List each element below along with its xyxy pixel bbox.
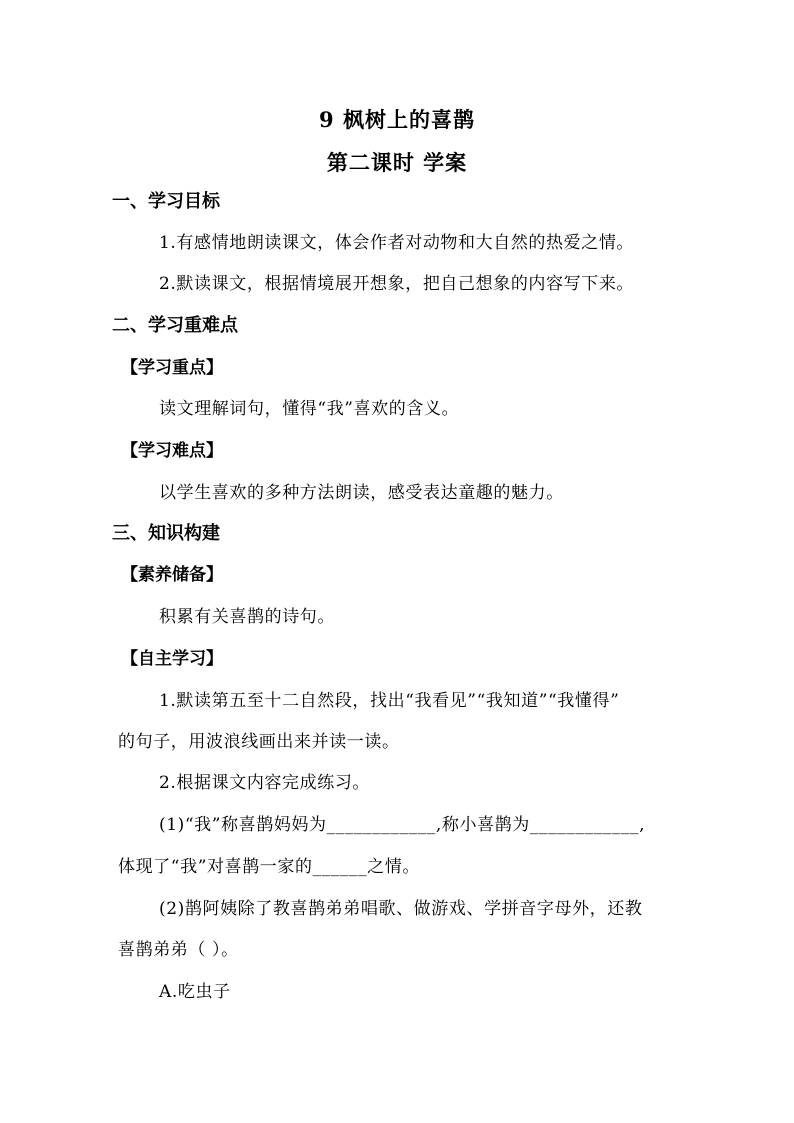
- goal-item-2: 2.默读课文，根据情境展开想象，把自己想象的内容写下来。: [159, 274, 635, 294]
- section-heading-key-points: 二、学习重难点: [112, 315, 238, 336]
- goal-item-1: 1.有感情地朗读课文，体会作者对动物和大自然的热爱之情。: [159, 233, 635, 253]
- question-2-1-line-2: 体现了“我”对喜鹊一家的______之情。: [118, 857, 420, 877]
- lesson-subtitle: 第二课时 学案: [326, 150, 468, 175]
- question-2-1-line-1: (1)“我”称喜鹊妈妈为____________,称小喜鹊为____________,: [159, 815, 646, 835]
- question-2-2-line-1: (2)鹊阿姨除了教喜鹊弟弟唱歌、做游戏、学拼音字母外，还教: [159, 899, 643, 919]
- section-heading-knowledge: 三、知识构建: [112, 523, 220, 544]
- question-2: 2.根据课文内容完成练习。: [159, 773, 371, 793]
- difficulty-text: 以学生喜欢的多种方法朗读，感受表达童趣的魅力。: [159, 483, 564, 503]
- section-heading-goals: 一、学习目标: [112, 191, 220, 212]
- question-1-line-1: 1.默读第五至十二自然段，找出“我看见”“我知道”“我懂得”: [159, 691, 620, 711]
- self-study-label: 【自主学习】: [121, 649, 223, 669]
- question-1-line-2: 的句子，用波浪线画出来并读一读。: [118, 732, 400, 752]
- lesson-title: 9 枫树上的喜鹊: [319, 107, 475, 132]
- question-2-2-line-2: 喜鹊弟弟（ ）。: [118, 940, 239, 960]
- option-a: A.吃虫子: [159, 982, 231, 1002]
- reserve-label: 【素养储备】: [121, 565, 223, 585]
- reserve-text: 积累有关喜鹊的诗句。: [159, 607, 335, 627]
- key-point-label: 【学习重点】: [121, 358, 223, 378]
- difficulty-label: 【学习难点】: [121, 441, 223, 461]
- key-point-text: 读文理解词句，懂得“我”喜欢的含义。: [159, 399, 460, 419]
